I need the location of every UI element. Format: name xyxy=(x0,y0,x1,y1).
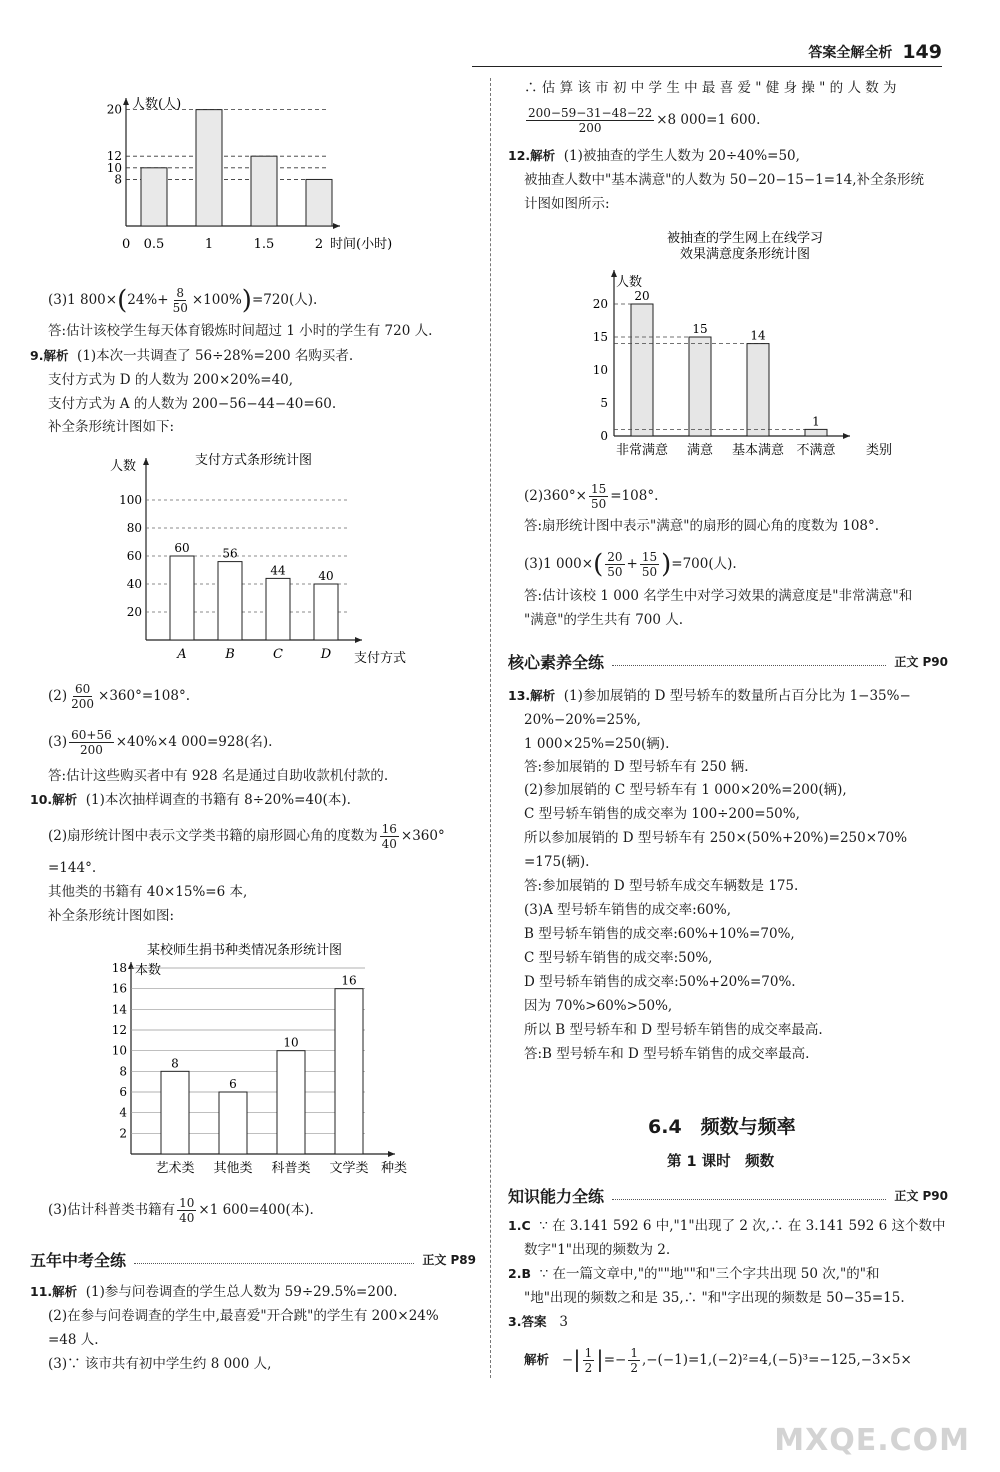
q9-line xyxy=(48,682,190,711)
answer-line: (3)1 800×(24%+ $\frac{8}{50}$ ×100%)=720(人). xyxy=(48,285,318,316)
numerator: 8 xyxy=(176,286,185,300)
chart-exercise-time xyxy=(100,88,430,268)
bar xyxy=(747,344,769,436)
denominator: 40 xyxy=(179,1211,195,1225)
question-number: 9.解析 xyxy=(30,348,69,363)
section-title: 核心素养全练 xyxy=(508,653,605,672)
bar xyxy=(306,179,332,226)
text: (2)360°× xyxy=(524,488,587,504)
fraction xyxy=(605,550,624,579)
fraction xyxy=(583,1346,595,1375)
bar xyxy=(219,1092,247,1154)
y-axis-arrow xyxy=(123,98,129,105)
data-label: 20 xyxy=(634,289,650,303)
question-number: 13.解析 xyxy=(508,688,556,703)
q9-line xyxy=(48,728,272,757)
fraction xyxy=(640,550,659,579)
page-number: 149 xyxy=(902,41,942,63)
x-tick-label: 基本满意 xyxy=(731,443,785,458)
data-label: 56 xyxy=(222,546,238,561)
y-tick-label: 5 xyxy=(600,396,608,410)
text: 3 xyxy=(559,1314,568,1330)
x-tick-label: 其他类 xyxy=(213,1161,253,1176)
y-tick-label: 20 xyxy=(592,297,608,311)
numerator: 60+56 xyxy=(71,728,112,742)
watermark: MXQE.COM xyxy=(774,1423,970,1458)
data-label: 6 xyxy=(229,1077,237,1091)
lesson-title: 第 1 课时 频数 xyxy=(667,1154,775,1170)
section-heading xyxy=(30,1248,476,1271)
answer-2: "地"出现的频数之和是 35,∴ "和"字出现的频数是 50−35=15. xyxy=(524,1290,905,1306)
section-ref: 正文 P89 xyxy=(422,1253,476,1267)
chart-title: 效果满意度条形统计图 xyxy=(679,247,811,262)
section-ref: 正文 P90 xyxy=(894,655,948,669)
bar xyxy=(170,556,194,640)
text: =108°. xyxy=(610,488,659,504)
x-axis-label: 类别 xyxy=(866,443,893,458)
fraction xyxy=(69,728,114,757)
text: (1)参加展销的 D 型号轿车的数量所占百分比为 1−35%− xyxy=(563,688,911,704)
denominator: 2 xyxy=(630,1361,638,1375)
q12-line: 答:扇形统计图中表示"满意"的扇形的圆心角的度数为 108°. xyxy=(524,518,880,534)
chart-book-donation xyxy=(95,936,425,1186)
chart-title: 支付方式条形统计图 xyxy=(195,453,313,468)
q13-line: 1 000×25%=250(辆). xyxy=(524,736,670,752)
x-axis-arrow xyxy=(843,433,850,439)
data-label: 16 xyxy=(341,973,357,988)
question-number: 3.答案 xyxy=(508,1314,547,1329)
denominator: 50 xyxy=(607,565,623,579)
numerator: 15 xyxy=(590,482,607,496)
q12-line: 被抽查人数中"基本满意"的人数为 50−20−15−1=14,补全条形统 xyxy=(524,172,925,188)
q13-line xyxy=(508,686,911,706)
text: (1)被抽查的学生人数为 20÷40%=50, xyxy=(563,148,800,164)
bar xyxy=(196,110,222,226)
bar xyxy=(314,584,338,640)
data-label: 40 xyxy=(318,569,334,583)
dotted-leader xyxy=(612,1191,886,1200)
text: ×1 600=400(本). xyxy=(198,1202,314,1218)
y-tick-label: 6 xyxy=(119,1085,127,1099)
fraction xyxy=(69,682,96,711)
section-ref: 正文 P90 xyxy=(894,1189,948,1203)
q13-line: B 型号轿车销售的成交率:60%+10%=70%, xyxy=(524,926,795,942)
q12-line xyxy=(508,146,800,166)
text: (3) xyxy=(48,734,68,750)
numerator: 200−59−31−48−22 xyxy=(528,106,653,120)
fraction xyxy=(589,482,608,511)
text: ,−(−1)=1,(−2)²=4,(−5)³=−125,−3×5× xyxy=(641,1352,912,1368)
text: (1)本次抽样调查的书籍有 8÷20%=40(本). xyxy=(85,792,351,808)
q13-line: 答:B 型号轿车和 D 型号轿车销售的成交率最高. xyxy=(524,1046,810,1062)
header-rule xyxy=(472,66,942,67)
denominator: 2 xyxy=(584,1361,593,1375)
chapter-title: 6.4 频数与频率 xyxy=(648,1116,796,1138)
chart-satisfaction xyxy=(580,226,920,476)
numerator: 1 xyxy=(630,1346,638,1360)
y-tick-label: 12 xyxy=(111,1023,127,1037)
text: =720(人). xyxy=(251,292,318,308)
y-tick-label: 20 xyxy=(126,605,142,619)
question-number: 10.解析 xyxy=(30,792,78,807)
q13-line: 所以参加展销的 D 型号轿车有 250×(50%+20%)=250×70% xyxy=(524,830,908,846)
y-tick-label: 80 xyxy=(126,521,142,535)
bar xyxy=(277,1051,305,1154)
text: ×8 000=1 600. xyxy=(656,112,761,128)
text: + xyxy=(626,556,638,572)
q11-line: (2)在参与问卷调查的学生中,最喜爱"开合跳"的学生有 200×24% xyxy=(48,1308,439,1324)
y-tick-label: 15 xyxy=(592,330,608,344)
answer-3 xyxy=(508,1312,568,1332)
q12-line: 计图如图所示: xyxy=(524,196,610,212)
q13-line: 20%−20%=25%, xyxy=(524,712,641,728)
q12-line: "满意"的学生共有 700 人. xyxy=(524,612,684,628)
bar xyxy=(141,168,167,226)
x-axis-label: 支付方式 xyxy=(354,651,407,666)
q13-line: C 型号轿车销售的成交率:50%, xyxy=(524,950,713,966)
q9-line: 补全条形统计图如下: xyxy=(48,419,175,435)
text: ∵ 在 3.141 592 6 中,"1"出现了 2 次,∴ 在 3.141 592 6 这个数中 xyxy=(539,1218,946,1234)
x-axis-label: 时间(小时) xyxy=(330,237,393,252)
bar xyxy=(631,304,653,436)
y-tick-label: 100 xyxy=(119,493,142,507)
text: =700(人). xyxy=(671,556,737,572)
text: (1)本次一共调查了 56÷28%=200 名购买者. xyxy=(77,348,354,364)
numerator: 16 xyxy=(381,822,397,836)
text: (1)参与问卷调查的学生总人数为 59÷29.5%=200. xyxy=(85,1284,398,1300)
y-axis-label: 本数 xyxy=(135,963,162,978)
x-tick-label: 0 xyxy=(122,237,131,252)
fraction xyxy=(526,106,654,135)
y-tick-label: 8 xyxy=(119,1064,127,1079)
text: (3)1 000× xyxy=(524,556,594,572)
q10-line: 其他类的书籍有 40×15%=6 本, xyxy=(48,884,248,900)
x-tick-label: 文学类 xyxy=(329,1161,369,1176)
question-number: 1.C xyxy=(508,1218,531,1233)
chart-title: 被抽查的学生网上在线学习 xyxy=(666,231,824,246)
q13-line: D 型号轿车销售的成交率:50%+20%=70%. xyxy=(524,974,796,990)
q13-line: (3)A 型号轿车销售的成交率:60%, xyxy=(524,902,732,918)
column-divider xyxy=(490,78,491,1378)
answer-2 xyxy=(508,1264,879,1284)
text: ×100% xyxy=(191,292,242,308)
question-number: 2.B xyxy=(508,1266,531,1281)
x-tick-label: 科普类 xyxy=(271,1161,311,1176)
answer-3: 解析 −| $\frac{1}{2}$ |=− $\frac{1}{2}$ ,−(−1)=1,(−2)²=4,(−5)³=−125,−3×5× xyxy=(524,1346,912,1375)
x-tick-label: 不满意 xyxy=(796,443,836,458)
question-number: 11.解析 xyxy=(30,1284,78,1299)
y-tick-label: 14 xyxy=(111,1002,127,1017)
numerator: 1 xyxy=(584,1346,593,1360)
numerator: 60 xyxy=(74,682,91,696)
q11-cont-line: ∴ 估 算 该 市 初 中 学 生 中 最 喜 爱 " 健 身 操 " 的 人 数 为 xyxy=(524,80,897,96)
y-tick-label: 12 xyxy=(106,149,122,164)
denominator: 200 xyxy=(578,121,602,135)
y-tick-label: 8 xyxy=(114,172,122,187)
q12-line: 答:估计该校 1 000 名学生中对学习效果的满意度是"非常满意"和 xyxy=(524,588,913,604)
question-number: 12.解析 xyxy=(508,148,556,163)
numerator: 20 xyxy=(607,550,623,564)
answer-line: 答:估计该校学生每天体育锻炼时间超过 1 小时的学生有 720 人. xyxy=(48,323,433,339)
bar xyxy=(805,429,827,436)
y-axis-label: 人数(人) xyxy=(132,97,182,112)
y-tick-label: 2 xyxy=(119,1126,127,1141)
bar xyxy=(218,562,242,640)
data-label: 8 xyxy=(171,1056,179,1071)
data-label: 10 xyxy=(283,1035,299,1050)
fraction xyxy=(380,822,399,851)
bar xyxy=(335,989,363,1154)
text: =− xyxy=(603,1352,627,1368)
x-tick-label: 1.5 xyxy=(253,237,275,252)
q13-line: 答:参加展销的 D 型号轿车成交车辆数是 175. xyxy=(524,878,799,894)
q11-line: (3)∵ 该市共有初中学生约 8 000 人, xyxy=(48,1356,272,1372)
y-tick-label: 40 xyxy=(126,577,142,591)
section-title: 知识能力全练 xyxy=(508,1187,605,1206)
text: ×360° xyxy=(400,828,445,844)
dotted-leader xyxy=(134,1255,414,1264)
q9-line: 答:估计这些购买者中有 928 名是通过自助收款机付款的. xyxy=(48,768,389,784)
text: ×40%×4 000=928(名). xyxy=(115,734,273,750)
q11-cont-line xyxy=(524,106,760,135)
q13-line: C 型号轿车销售的成交率为 100÷200=50%, xyxy=(524,806,800,822)
text: (3)估计科普类书籍有 xyxy=(48,1202,176,1218)
data-label: 14 xyxy=(750,328,766,343)
y-axis-label: 人数 xyxy=(616,275,643,290)
data-label: 15 xyxy=(692,322,708,336)
text: 24%+ xyxy=(127,292,169,308)
y-tick-label: 20 xyxy=(106,102,122,117)
x-tick-label: 2 xyxy=(314,237,324,252)
y-tick-label: 10 xyxy=(592,363,608,377)
x-axis-arrow xyxy=(333,223,340,229)
data-label: 44 xyxy=(270,563,286,578)
q10-line xyxy=(30,790,351,810)
chart-title: 某校师生捐书种类情况条形统计图 xyxy=(147,943,343,958)
x-axis-arrow xyxy=(355,637,362,643)
denominator: 50 xyxy=(172,301,188,315)
denominator: 200 xyxy=(71,697,95,711)
q12-line xyxy=(524,482,658,511)
section-heading xyxy=(508,650,948,673)
bar xyxy=(266,578,290,640)
x-tick-label: B xyxy=(225,647,235,662)
denominator: 50 xyxy=(641,565,658,579)
x-tick-label: A xyxy=(177,647,187,662)
x-tick-label: 1 xyxy=(204,237,214,252)
bar xyxy=(161,1071,189,1154)
q13-line: (2)参加展销的 C 型号轿车有 1 000×20%=200(辆), xyxy=(524,782,847,798)
fraction xyxy=(177,1196,196,1225)
header-title: 答案全解全析 xyxy=(808,45,893,61)
x-tick-label: 艺术类 xyxy=(155,1161,195,1176)
answer-1: 数字"1"出现的频数为 2. xyxy=(524,1242,671,1258)
denominator: 200 xyxy=(79,743,103,757)
q10-line: =144°. xyxy=(48,860,97,876)
fraction xyxy=(171,286,190,315)
numerator: 15 xyxy=(641,550,658,564)
q13-line: 答:参加展销的 D 型号轿车有 250 辆. xyxy=(524,759,749,775)
y-tick-label: 60 xyxy=(126,549,142,563)
text: (3)1 800× xyxy=(48,292,118,308)
q9-line: 支付方式为 A 的人数为 200−56−44−40=60. xyxy=(48,396,337,412)
q10-line xyxy=(48,822,445,851)
q12-line: (3)1 000×( $\frac{20}{50}$ + $\frac{15}{50}$ )=700(人). xyxy=(524,549,737,580)
section-heading xyxy=(508,1184,948,1207)
fraction xyxy=(628,1346,640,1375)
q13-line: =175(辆). xyxy=(524,854,590,870)
data-label: 60 xyxy=(174,541,190,555)
y-tick-label: 10 xyxy=(111,1043,127,1058)
data-label: 1 xyxy=(812,414,820,429)
y-tick-label: 4 xyxy=(119,1105,127,1120)
chart-payment-method xyxy=(100,444,430,674)
q13-line: 因为 70%>60%>50%, xyxy=(524,998,673,1014)
text: ∵ 在一篇文章中,"的""地""和"三个字共出现 50 次,"的"和 xyxy=(539,1266,880,1282)
q10-line xyxy=(48,1196,314,1225)
denominator: 40 xyxy=(381,837,397,851)
y-tick-label: 0 xyxy=(600,429,608,443)
y-axis-arrow xyxy=(143,458,149,465)
section-title: 五年中考全练 xyxy=(30,1251,127,1270)
numerator: 10 xyxy=(179,1196,195,1210)
page-header xyxy=(808,40,942,64)
dotted-leader xyxy=(612,657,886,666)
bar xyxy=(251,156,277,226)
q13-line: 所以 B 型号轿车和 D 型号轿车销售的成交率最高. xyxy=(524,1022,823,1038)
x-tick-label: D xyxy=(320,647,332,662)
label: 解析 xyxy=(524,1352,550,1367)
x-tick-label: 满意 xyxy=(686,443,714,458)
y-tick-label: 18 xyxy=(111,961,127,975)
q11-line xyxy=(30,1282,397,1302)
text: − xyxy=(561,1352,574,1368)
bar xyxy=(689,337,711,436)
x-axis-arrow xyxy=(388,1151,395,1157)
text: (2)扇形统计图中表示文学类书籍的扇形圆心角的度数为 xyxy=(48,828,378,844)
q11-line: =48 人. xyxy=(48,1332,99,1348)
x-tick-label: 0.5 xyxy=(143,237,165,252)
y-axis-label: 人数 xyxy=(110,459,137,474)
answer-1 xyxy=(508,1216,946,1236)
text: (2) xyxy=(48,688,68,704)
q9-line: 支付方式为 D 的人数为 200×20%=40, xyxy=(48,372,294,388)
y-tick-label: 16 xyxy=(111,981,127,996)
q9-line xyxy=(30,346,353,366)
q10-line: 补全条形统计图如图: xyxy=(48,908,175,924)
denominator: 50 xyxy=(590,497,607,511)
text: ×360°=108°. xyxy=(98,688,190,704)
x-axis-label: 种类 xyxy=(381,1161,408,1176)
x-tick-label: 非常满意 xyxy=(615,443,669,458)
x-tick-label: C xyxy=(273,647,283,662)
y-tick-label: 10 xyxy=(106,160,122,175)
